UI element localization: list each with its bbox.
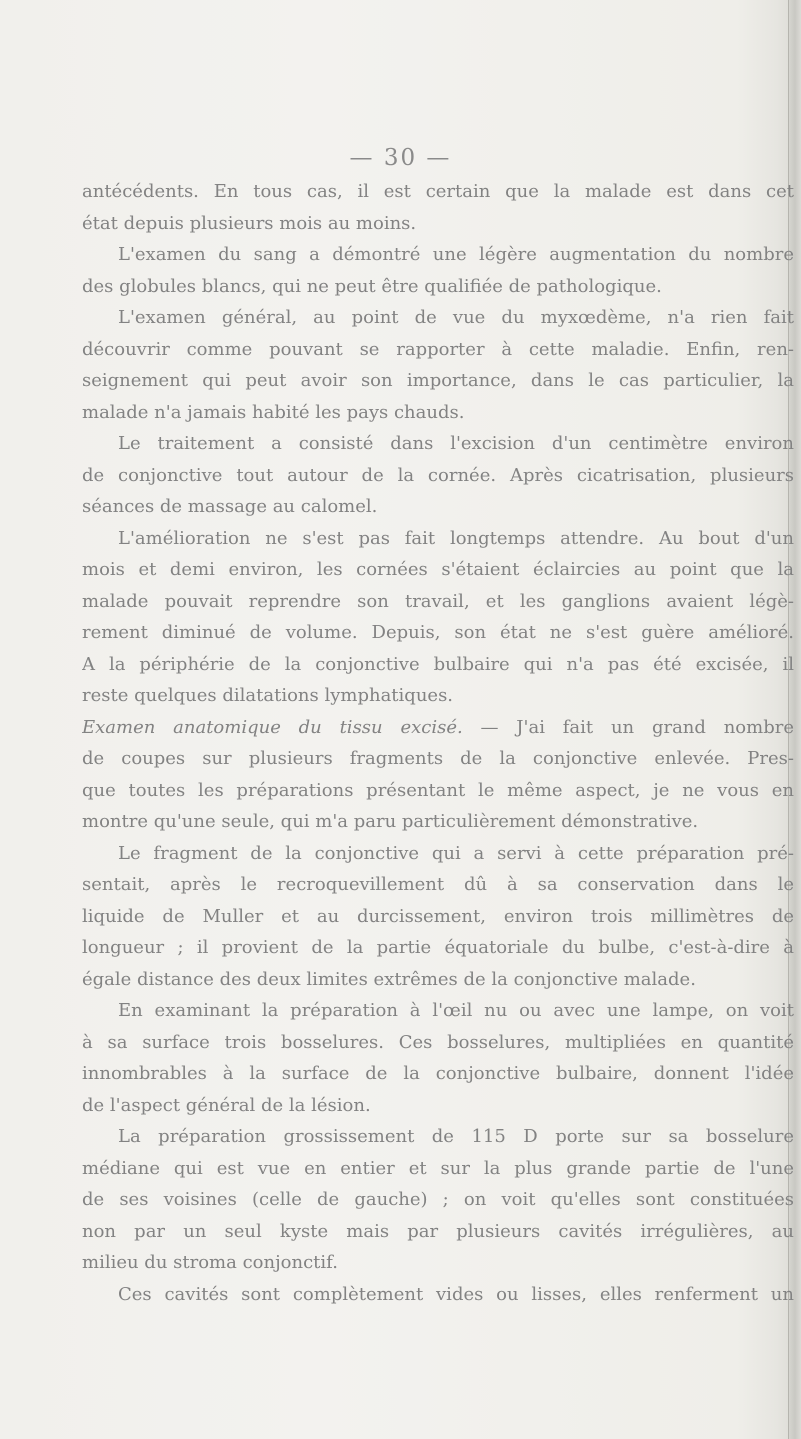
text-line: des globules blancs, qui ne peut être qualifiée de pathologique. bbox=[82, 275, 662, 297]
text-line: que toutes les préparations présentant le même aspect, je ne vous en bbox=[82, 779, 794, 801]
text-line: de conjonctive tout autour de la cornée. Après cicatrisation, plusieurs bbox=[82, 464, 794, 486]
text-line: Le fragment de la conjonctive qui a servi à cette préparation pré- bbox=[118, 842, 794, 864]
text-line: séances de massage au calomel. bbox=[82, 496, 378, 517]
text-line: malade n'a jamais habité les pays chauds. bbox=[82, 401, 465, 423]
text-line: mois et demi environ, les cornées s'étaient éclaircies au point que la bbox=[82, 559, 794, 580]
body-text bbox=[82, 176, 794, 1310]
text-line: non par un seul kyste mais par plusieurs cavités irrégulières, au bbox=[82, 1220, 794, 1242]
text-line: médiane qui est vue en entier et sur la plus grande partie de l'une bbox=[82, 1157, 794, 1179]
text-line: découvrir comme pouvant se rapporter à cette maladie. Enfin, ren- bbox=[82, 338, 794, 360]
text-line: milieu du stroma conjonctif. bbox=[82, 1252, 338, 1273]
text-line: liquide de Muller et au durcissement, environ trois millimètres de bbox=[82, 905, 794, 927]
section-heading: Examen anatomique du tissu excisé. bbox=[82, 716, 463, 738]
text-line: longueur ; il provient de la partie équatoriale du bulbe, c'est-à-dire à bbox=[82, 937, 794, 958]
text-line: En examinant la préparation à l'œil nu ou avec une lampe, on voit bbox=[118, 1000, 794, 1021]
heading-line-rest: — J'ai fait un grand nombre bbox=[462, 716, 794, 738]
page-number: — 30 — bbox=[349, 145, 452, 171]
text-line: malade pouvait reprendre son travail, et les ganglions avaient légè- bbox=[82, 590, 794, 612]
text-line: égale distance des deux limites extrêmes de la conjonctive malade. bbox=[82, 968, 696, 990]
text-line: de coupes sur plusieurs fragments de la conjonctive enlevée. Pres- bbox=[82, 748, 794, 769]
text-line: L'examen du sang a démontré une légère augmentation du nombre bbox=[118, 244, 794, 265]
text-line: de l'aspect général de la lésion. bbox=[82, 1094, 371, 1116]
text-line: antécédents. En tous cas, il est certain que la malade est dans cet bbox=[82, 181, 794, 202]
text-line: rement diminué de volume. Depuis, son état ne s'est guère amélioré. bbox=[82, 622, 794, 643]
text-line: L'examen général, au point de vue du myxœdème, n'a rien fait bbox=[118, 307, 794, 328]
text-line: de ses voisines (celle de gauche) ; on voit qu'elles sont constituées bbox=[82, 1189, 794, 1210]
text-line: reste quelques dilatations lymphatiques. bbox=[82, 685, 454, 706]
text-line: Ces cavités sont complètement vides ou lisses, elles renferment un bbox=[118, 1283, 794, 1305]
text-line: à sa surface trois bosselures. Ces bosselures, multipliées en quantité bbox=[82, 1031, 794, 1053]
text-line: innombrables à la surface de la conjonctive bulbaire, donnent l'idée bbox=[82, 1063, 794, 1084]
text-line: état depuis plusieurs mois au moins. bbox=[82, 212, 417, 234]
text-line: seignement qui peut avoir son importance, dans le cas particulier, la bbox=[82, 370, 794, 391]
text-line: A la périphérie de la conjonctive bulbaire qui n'a pas été excisée, il bbox=[82, 653, 794, 675]
text-line: montre qu'une seule, qui m'a paru particulièrement démonstrative. bbox=[82, 811, 699, 832]
text-line: La préparation grossissement de 115 D porte sur sa bosselure bbox=[118, 1126, 794, 1147]
text-line: L'amélioration ne s'est pas fait longtemps attendre. Au bout d'un bbox=[118, 527, 794, 549]
text-line: sentait, après le recroquevillement dû à sa conservation dans le bbox=[82, 874, 794, 895]
heading-line bbox=[82, 712, 794, 744]
text-line: Le traitement a consisté dans l'excision d'un centimètre environ bbox=[118, 433, 794, 454]
